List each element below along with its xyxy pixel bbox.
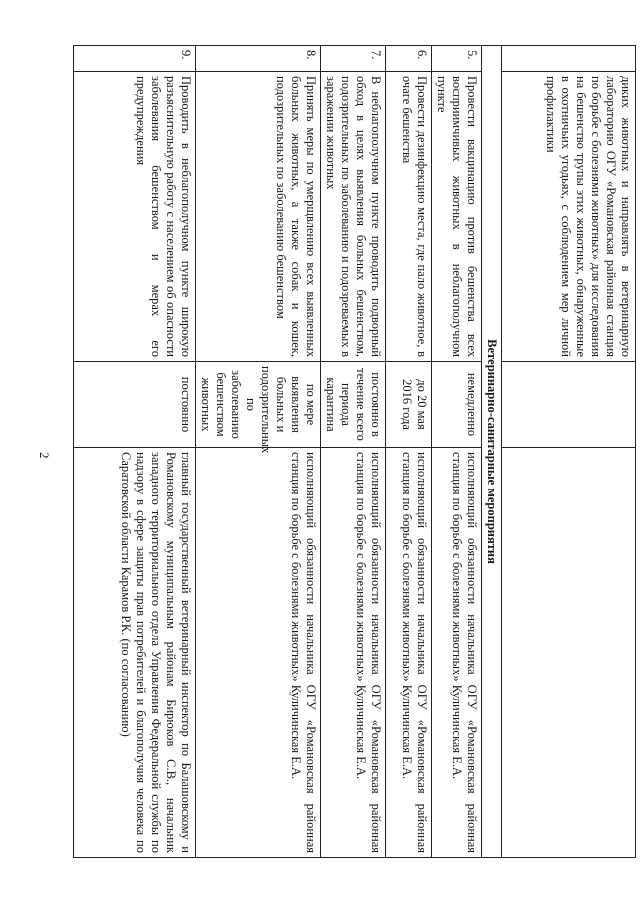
term-cell	[502, 362, 636, 448]
measure-cell: Провести вакцинацию против бешенства всех восприимчивых животных в неблагополучном пункте	[432, 72, 482, 362]
responsible-cell: главный государственный ветеринарный инспектор по Балашовскому и Романовскому муниципальным районам Бирюков С.В., начальник западного территориального отдела Управления Федеральной службы по надзору в сфере защиты прав потребителей и благополучия человека по Саратовской области Карамов Р.К. (по согласованию)	[74, 448, 196, 858]
responsible-cell: исполняющий обязанности начальника ОГУ «Романовская районная станция по борьбе с болезнями животных» Куличинская Е.А.	[321, 448, 386, 858]
row-number: 9.	[74, 46, 196, 72]
row-number	[502, 46, 636, 72]
table-row	[196, 46, 321, 858]
measures-table-rotated	[88, 45, 636, 857]
measure-cell: Провести дезинфекцию места, где пало животное, в очаге бешенства	[386, 72, 432, 362]
responsible-cell	[502, 448, 636, 858]
measures-table	[73, 45, 636, 858]
term-cell: немедленно	[432, 362, 482, 448]
measure-cell: В неблагополучном пункте проводить подворный обход в целях выявления больных бешенством, подозрительных по заболеванию и подозреваемых в заражении животных	[321, 72, 386, 362]
term-cell: до 20 мая 2016 года	[386, 362, 432, 448]
term-cell: постоянно	[74, 362, 196, 448]
responsible-cell: исполняющий обязанности начальника ОГУ «Романовская районная станция по борьбе с болезнями животных» Куличинская Е.А.	[432, 448, 482, 858]
table-row	[386, 46, 432, 858]
table-row	[432, 46, 482, 858]
row-number: 5.	[432, 46, 482, 72]
term-cell: постоянно в течение всего периода карантина	[321, 362, 386, 448]
table-row	[502, 46, 636, 858]
responsible-cell: исполняющий обязанности начальника ОГУ «Романовская районная станция по борьбе с болезнями животных» Куличинская Е.А.	[386, 448, 432, 858]
section-row	[482, 46, 502, 858]
page-number: 2	[37, 452, 52, 459]
row-number: 8.	[196, 46, 321, 72]
measure-cell: Принять меры по умерщвлению всех выявленных больных животных, а также собак и кошек, подозрительных по заболеванию бешенством	[196, 72, 321, 362]
measure-cell: диких животных и направлять в ветеринарную лабораторию ОГУ «Романовская районная станция по борьбе с болезнями животных» для исследования на бешенство трупы этих животных, обнаруженные в охотничьих угодьях, с соблюдением мер личной профилактики	[502, 72, 636, 362]
row-number: 7.	[321, 46, 386, 72]
measure-cell: Проводить в неблагополучном пункте широкую разъяснительную работу с населением об опасности заболевания бешенством и мерах его предупреждения	[74, 72, 196, 362]
row-number: 6.	[386, 46, 432, 72]
responsible-cell: исполняющий обязанности начальника ОГУ «Романовская районная станция по борьбе с болезнями животных» Куличинская Е.А.	[196, 448, 321, 858]
section-title: Ветеринарно-санитарные мероприятия	[482, 46, 502, 858]
table-row	[74, 46, 196, 858]
table-row	[321, 46, 386, 858]
term-cell: по мере выявления больных и подозрительных по заболеванию бешенством животных	[196, 362, 321, 448]
